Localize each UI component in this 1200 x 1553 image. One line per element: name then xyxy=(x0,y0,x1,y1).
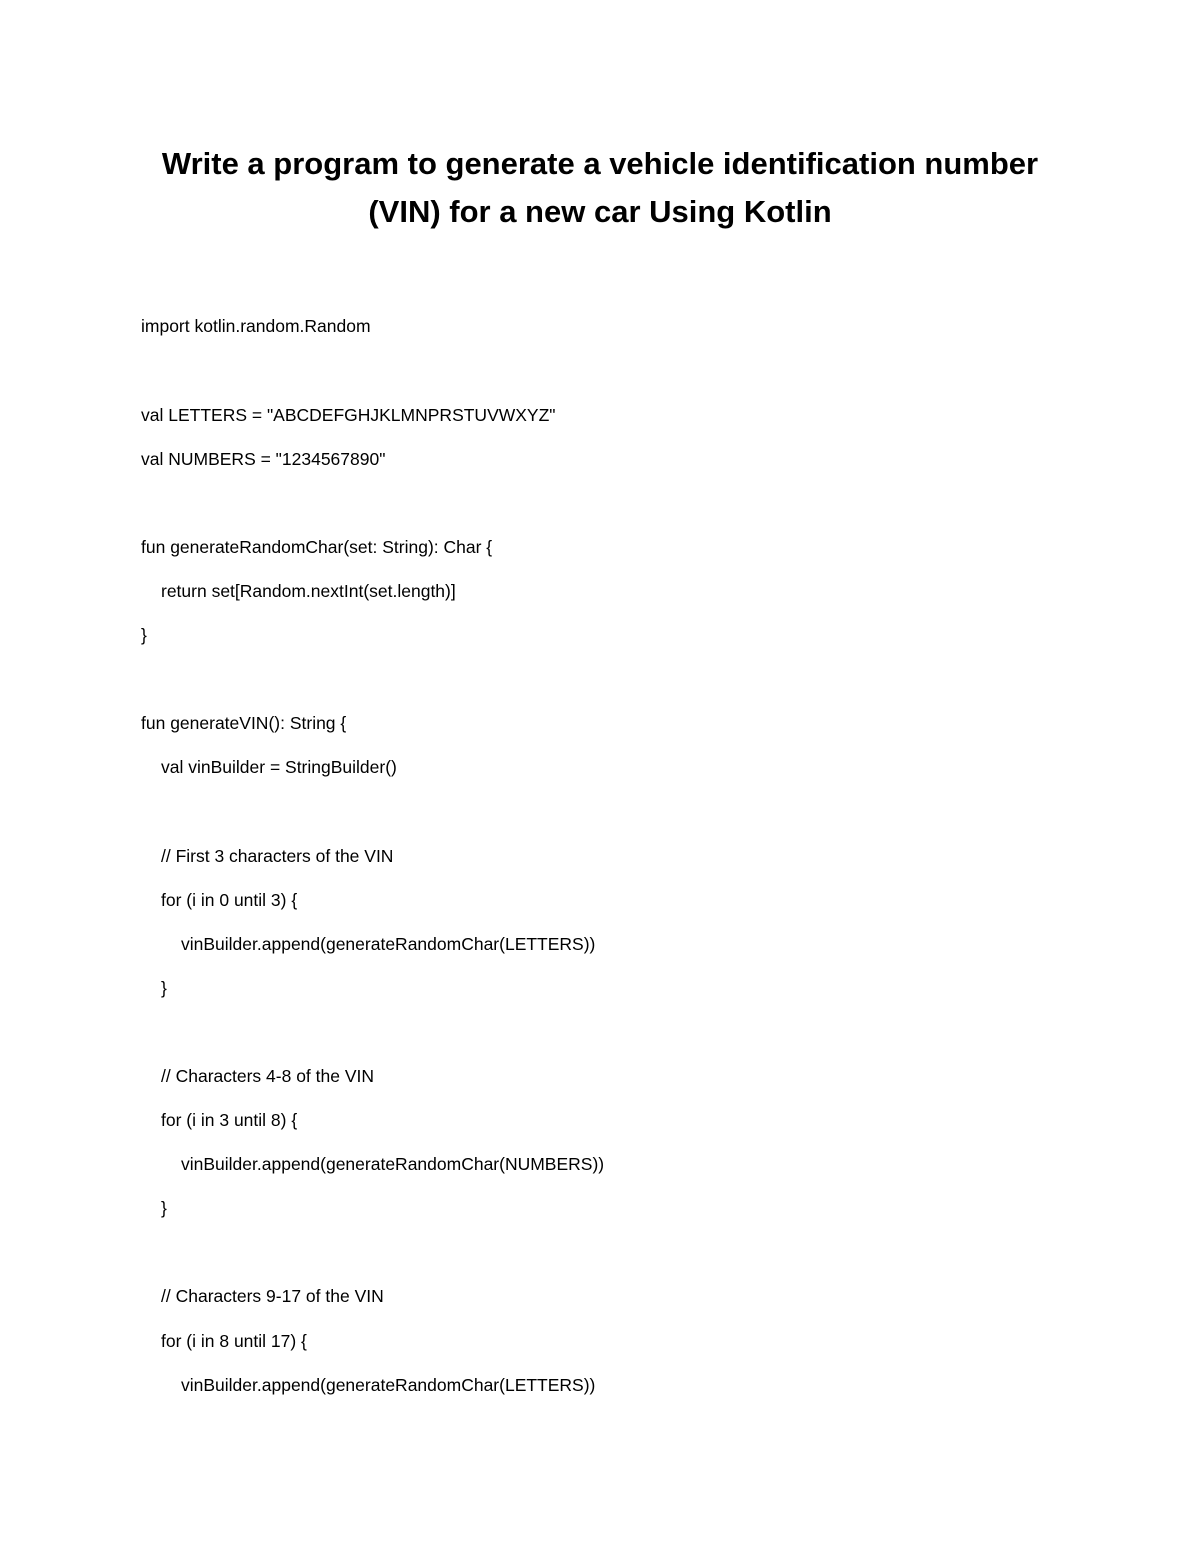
code-line: for (i in 3 until 8) { xyxy=(161,1110,298,1130)
code-line: for (i in 0 until 3) { xyxy=(161,890,298,910)
title-line-2: (VIN) for a new car Using Kotlin xyxy=(368,194,832,229)
code-line: } xyxy=(141,625,147,645)
code-line: vinBuilder.append(generateRandomChar(NUMBERS)) xyxy=(181,1154,605,1174)
code-comment: // Characters 9-17 of the VIN xyxy=(161,1286,384,1306)
code-line: val vinBuilder = StringBuilder() xyxy=(161,757,397,777)
document-title xyxy=(100,140,1100,236)
code-line: } xyxy=(161,978,167,998)
title-line-1: Write a program to generate a vehicle identification number xyxy=(161,146,1039,181)
code-comment: // Characters 4-8 of the VIN xyxy=(161,1066,375,1086)
code-comment: // First 3 characters of the VIN xyxy=(161,846,394,866)
code-line: for (i in 8 until 17) { xyxy=(161,1331,307,1351)
code-line: vinBuilder.append(generateRandomChar(LETTERS)) xyxy=(181,934,596,954)
code-line: fun generateRandomChar(set: String): Char { xyxy=(141,537,493,557)
code-line: fun generateVIN(): String { xyxy=(141,713,347,733)
code-line: vinBuilder.append(generateRandomChar(LETTERS)) xyxy=(181,1375,596,1395)
code-line: val LETTERS = "ABCDEFGHJKLMNPRSTUVWXYZ" xyxy=(141,405,556,425)
code-line: val NUMBERS = "1234567890" xyxy=(141,449,386,469)
code-line: import kotlin.random.Random xyxy=(141,316,371,336)
code-line: } xyxy=(161,1198,167,1218)
code-line: return set[Random.nextInt(set.length)] xyxy=(161,581,456,601)
